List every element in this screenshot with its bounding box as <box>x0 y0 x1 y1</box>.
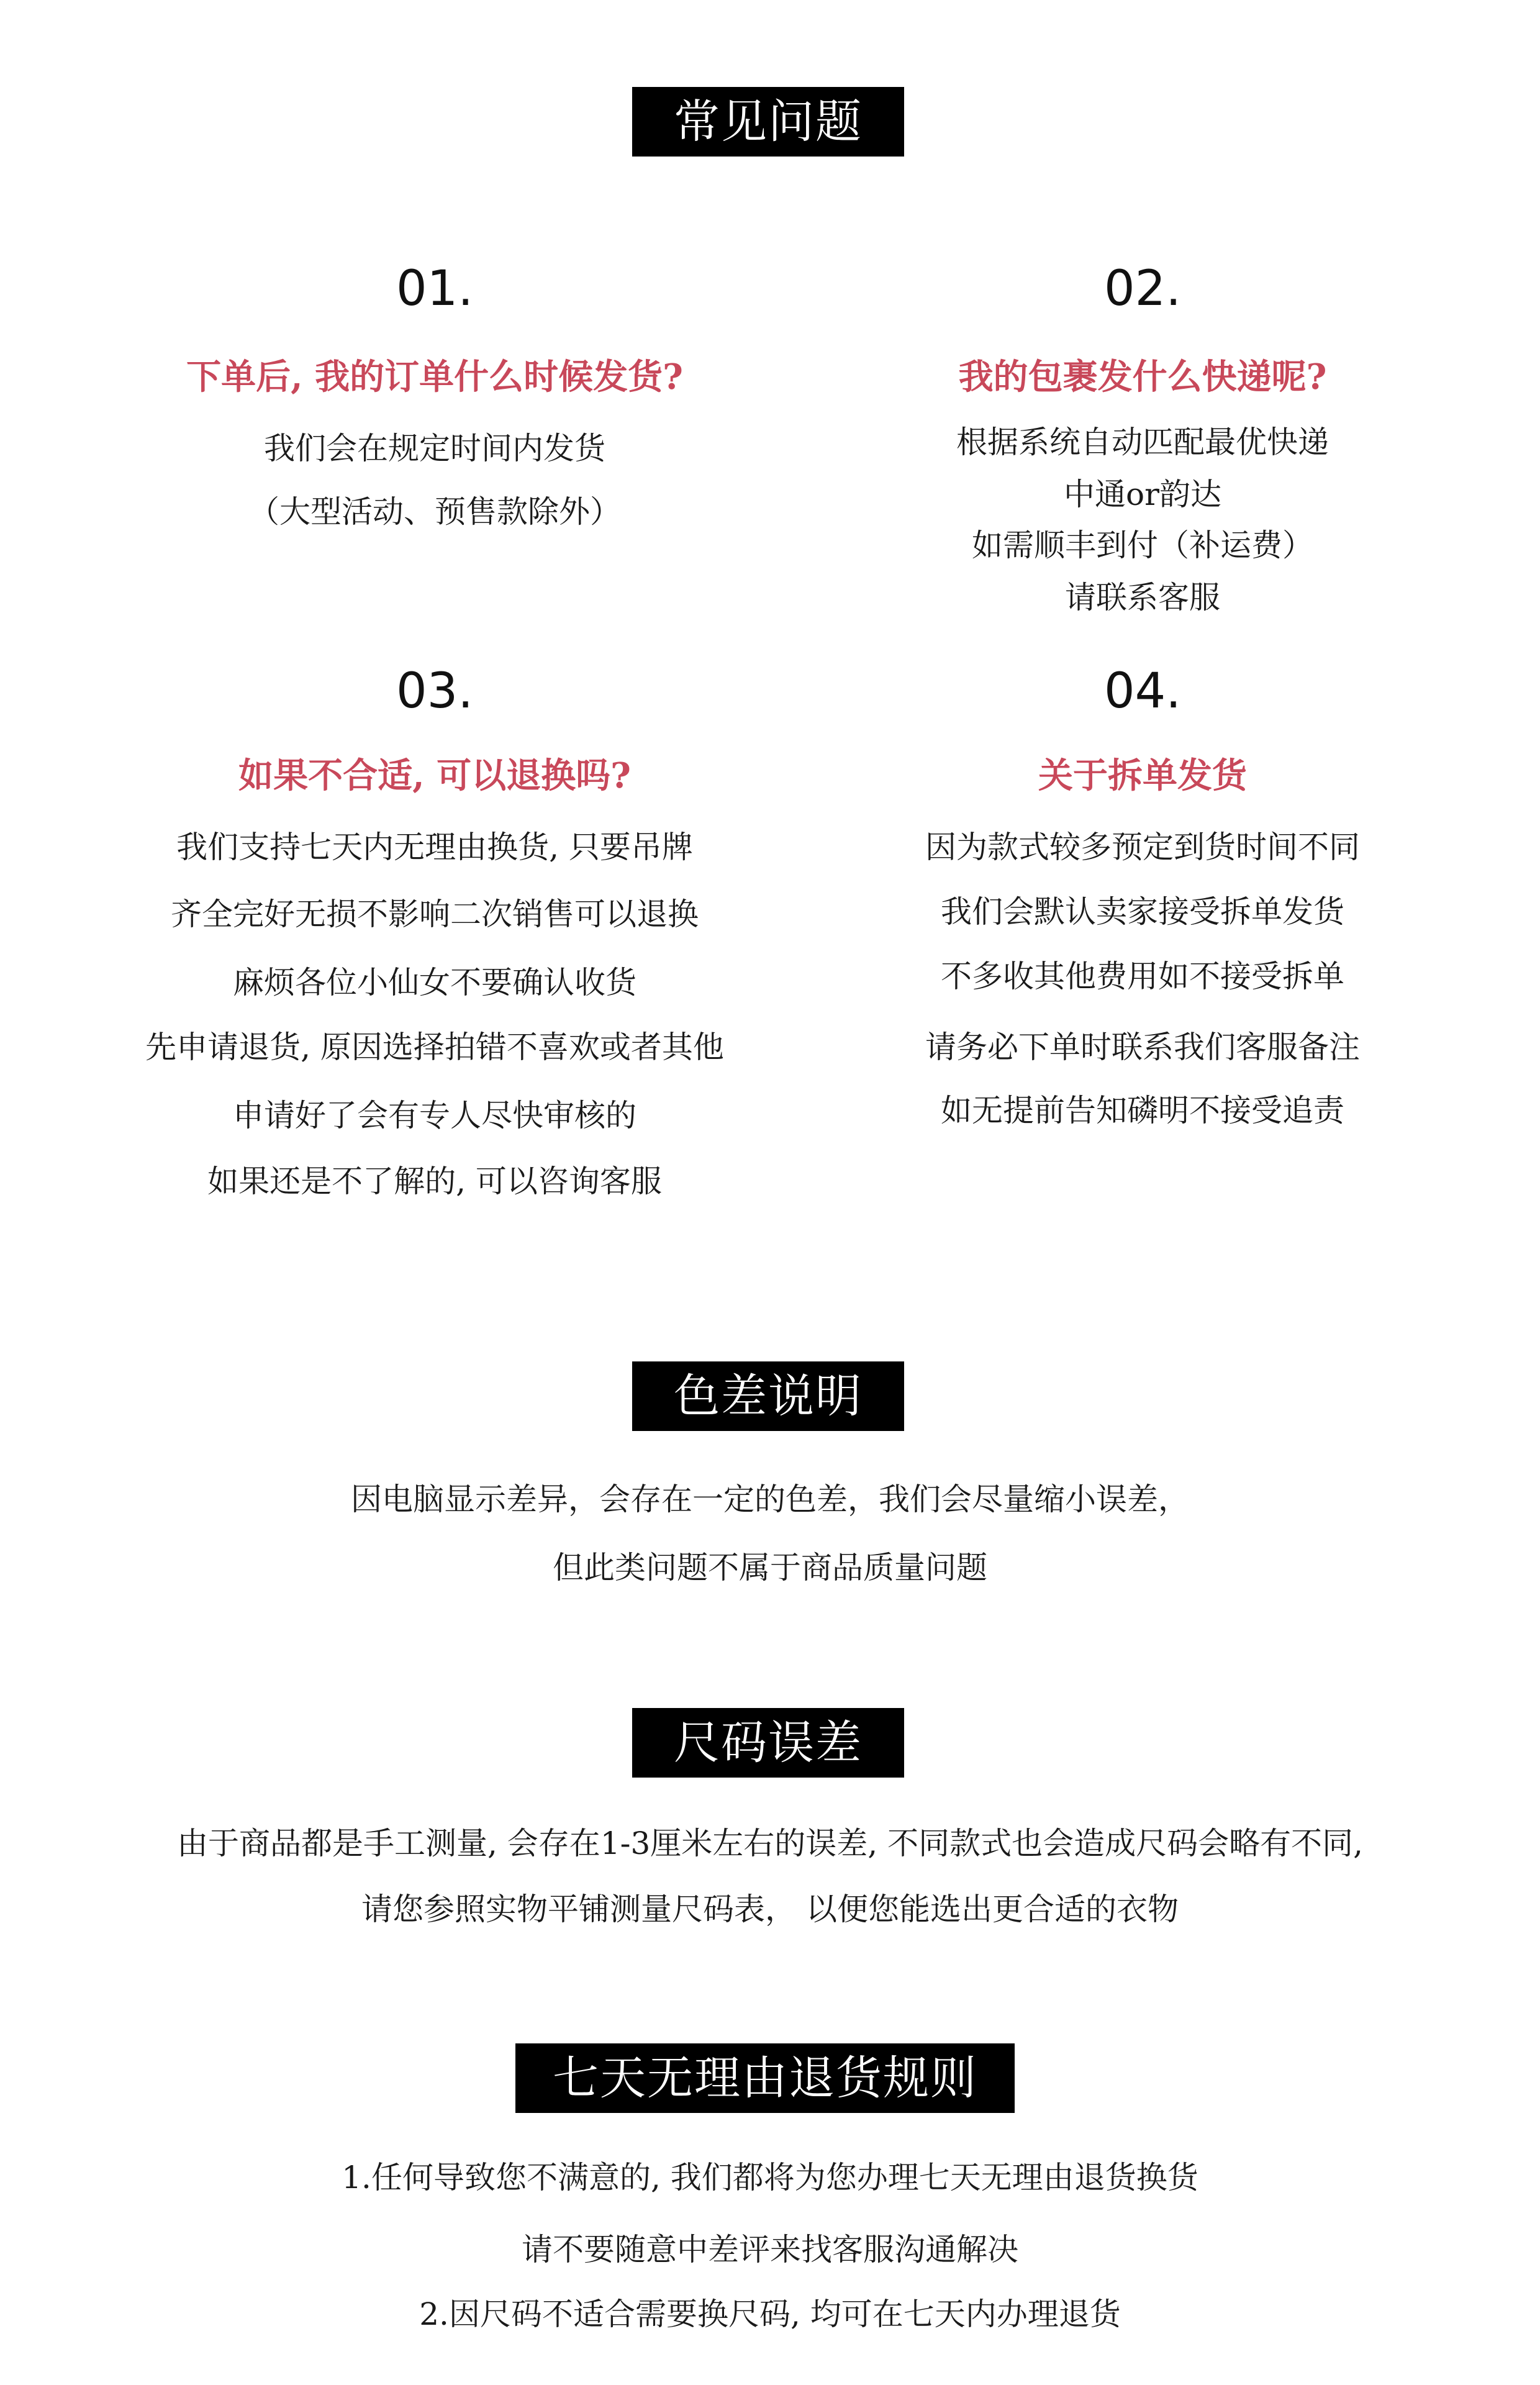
faq-item-2-line: 根据系统自动匹配最优快递 <box>956 424 1329 460</box>
faq-item-3-line: 如果还是不了解的, 可以咨询客服 <box>207 1163 662 1199</box>
color-diff-line: 因电脑显示差异，会存在一定的色差，我们会尽量缩小误差， <box>351 1481 1189 1517</box>
faq-item-3-line: 麻烦各位小仙女不要确认收货 <box>233 965 636 1001</box>
color-diff-line: 但此类问题不属于商品质量问题 <box>553 1550 987 1586</box>
faq-item-1-line: 我们会在规定时间内发货 <box>264 430 605 466</box>
faq-item-4-question: 关于拆单发货 <box>1038 755 1247 796</box>
faq-item-4-line: 请务必下单时联系我们客服备注 <box>925 1029 1360 1065</box>
faq-item-4-line: 如无提前告知磷明不接受追责 <box>941 1093 1344 1129</box>
faq-item-4-line: 不多收其他费用如不接受拆单 <box>941 958 1344 994</box>
faq-item-4-number: 04. <box>1103 663 1182 719</box>
faq-item-2-number: 02. <box>1103 261 1182 317</box>
faq-item-3-number: 03. <box>396 663 474 719</box>
color-diff-section-label: 色差说明 <box>632 1361 904 1431</box>
faq-item-3-line: 申请好了会有专人尽快审核的 <box>233 1097 636 1133</box>
size-error-line: 由于商品都是手工测量, 会存在1-3厘米左右的误差, 不同款式也会造成尺码会略有不同, <box>177 1825 1363 1861</box>
faq-item-3-question: 如果不合适, 可以退换吗? <box>238 755 631 796</box>
size-error-line: 请您参照实物平铺测量尺码表， 以便您能选出更合适的衣物 <box>361 1891 1179 1927</box>
return-rules-line: 请不要随意中差评来找客服沟通解决 <box>522 2232 1018 2268</box>
faq-item-2-line: 如需顺丰到付（补运费） <box>972 527 1313 563</box>
faq-item-3-line: 我们支持七天内无理由换货, 只要吊牌 <box>176 829 693 865</box>
faq-item-3-line: 齐全完好无损不影响二次销售可以退换 <box>171 896 699 932</box>
faq-item-1-question: 下单后, 我的订单什么时候发货? <box>186 357 683 398</box>
faq-item-2-question: 我的包裹发什么快递呢? <box>958 357 1327 398</box>
faq-item-1-number: 01. <box>396 261 474 317</box>
faq-item-1-line: （大型活动、预售款除外） <box>248 494 621 530</box>
faq-item-2-line: 请联系客服 <box>1065 579 1220 616</box>
faq-section-label: 常见问题 <box>632 87 904 157</box>
faq-item-4-line: 我们会默认卖家接受拆单发货 <box>941 894 1344 930</box>
faq-item-3-line: 先申请退货, 原因选择拍错不喜欢或者其他 <box>145 1029 724 1065</box>
return-rules-line: 2.因尺码不适合需要换尺码, 均可在七天内办理退货 <box>419 2296 1121 2332</box>
return-rules-line: 1.任何导致您不满意的, 我们都将为您办理七天无理由退货换货 <box>342 2160 1198 2196</box>
return-rules-section-label: 七天无理由退货规则 <box>515 2043 1015 2113</box>
faq-item-4-line: 因为款式较多预定到货时间不同 <box>925 829 1360 865</box>
size-error-section-label: 尺码误差 <box>632 1708 904 1778</box>
faq-item-2-line: 中通or韵达 <box>1063 476 1221 512</box>
